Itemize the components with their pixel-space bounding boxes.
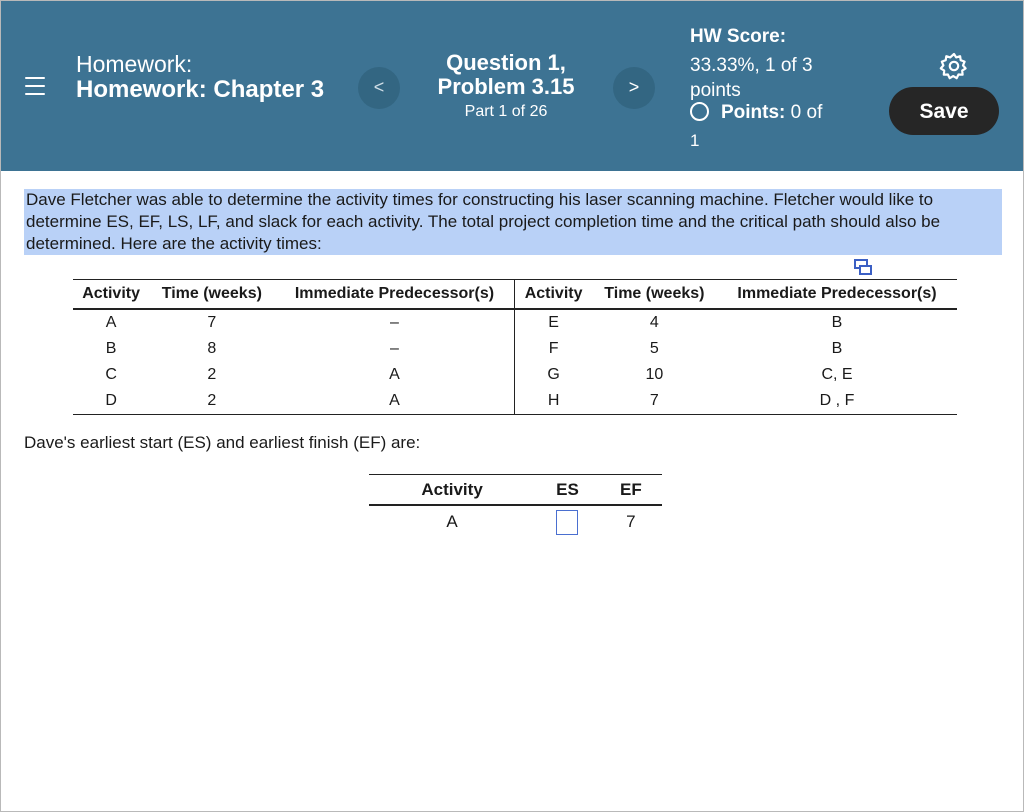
- table-cell: 7: [207, 314, 217, 331]
- previous-question-button[interactable]: [358, 67, 400, 109]
- table-cell: H: [547, 392, 560, 409]
- es-ef-table: [369, 474, 662, 538]
- question-part: Part 1 of 26: [464, 103, 548, 120]
- table-cell: 7: [649, 392, 659, 409]
- gear-icon[interactable]: [939, 51, 969, 81]
- table-row: [73, 362, 957, 388]
- table-row: [73, 309, 957, 336]
- es-input[interactable]: [556, 510, 578, 535]
- table-cell: 7: [626, 512, 636, 531]
- homework-label: Homework:: [76, 51, 193, 77]
- points-total: 1: [690, 131, 700, 150]
- table-cell: 4: [649, 314, 659, 331]
- question-title: Question 1, Problem 3.15: [437, 50, 575, 99]
- table-header-row: [369, 475, 662, 506]
- table-cell: E: [548, 314, 559, 331]
- column-header: Activity: [369, 475, 535, 506]
- hw-score-value: 33.33%, 1 of 3 points: [690, 55, 813, 101]
- table-cell: A: [274, 388, 515, 415]
- table-cell: F: [548, 340, 559, 357]
- table-cell: 8: [207, 340, 217, 357]
- column-header: Time (weeks): [149, 280, 274, 310]
- table-header-row: [73, 280, 957, 310]
- column-header: Immediate Predecessor(s): [274, 280, 515, 310]
- table-cell: A: [274, 362, 515, 388]
- table-row: [73, 388, 957, 415]
- es-cell: [535, 505, 600, 538]
- points-row: [690, 102, 822, 124]
- table-cell: C, E: [821, 366, 853, 383]
- column-header: Immediate Predecessor(s): [717, 280, 957, 310]
- column-header: Activity: [73, 280, 149, 310]
- column-header: ES: [535, 475, 600, 506]
- column-header: Time (weeks): [592, 280, 717, 310]
- table-cell: B: [105, 340, 117, 357]
- table-row: [73, 336, 957, 362]
- next-question-button[interactable]: [613, 67, 655, 109]
- table-cell: –: [274, 309, 515, 336]
- table-cell: 10: [645, 366, 664, 383]
- column-header: EF: [600, 475, 662, 506]
- table-cell: B: [831, 340, 843, 357]
- column-header: Activity: [515, 280, 592, 310]
- header-bar: [1, 1, 1023, 171]
- copy-table-icon[interactable]: [853, 258, 873, 276]
- table-cell: B: [831, 314, 843, 331]
- chevron-left-icon: <: [373, 77, 385, 97]
- activity-times-table: [73, 279, 957, 415]
- table-cell: C: [105, 366, 117, 383]
- table-cell: D , F: [819, 392, 855, 409]
- points-label: Points:: [721, 102, 786, 123]
- table-cell: 2: [207, 366, 217, 383]
- table-cell: –: [274, 336, 515, 362]
- points-value: 0 of: [790, 102, 823, 123]
- table-cell: A: [446, 512, 458, 531]
- table-cell: 2: [207, 392, 217, 409]
- table-cell: G: [547, 366, 560, 383]
- es-ef-prompt: Dave's earliest start (ES) and earliest finish (EF) are:: [24, 433, 421, 452]
- circle-icon: [690, 102, 709, 121]
- table-cell: D: [105, 392, 117, 409]
- chevron-right-icon: >: [628, 77, 640, 97]
- save-button[interactable]: Save: [889, 87, 999, 135]
- table-cell: 5: [649, 340, 659, 357]
- homework-title: Homework: Chapter 3: [76, 76, 325, 103]
- menu-icon[interactable]: [25, 77, 45, 95]
- hw-score-label: HW Score:: [690, 26, 787, 47]
- table-row: [369, 505, 662, 538]
- problem-statement: Dave Fletcher was able to determine the activity times for constructing his laser scanning machine. Fletcher would like to determine ES, EF, LS, LF, and slack for each activity. The total project completion time and the critical path should also be determined. Here are the activity times:: [24, 189, 1002, 255]
- table-cell: A: [105, 314, 117, 331]
